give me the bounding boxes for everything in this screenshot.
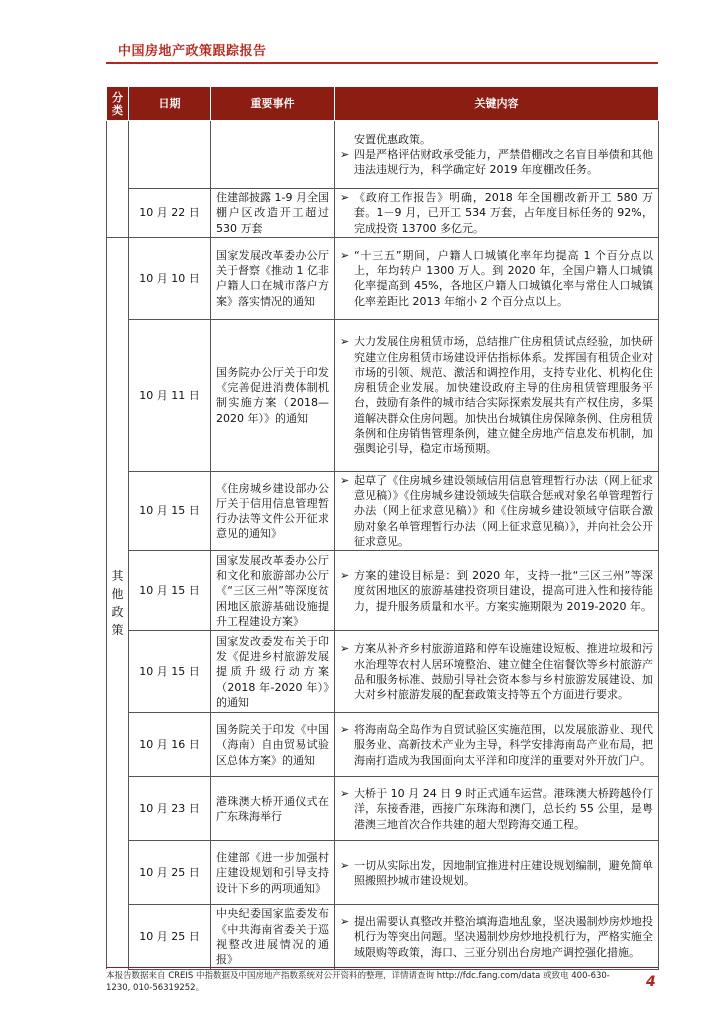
content-cell bbox=[335, 841, 659, 905]
table-row bbox=[107, 319, 659, 471]
content-bullet bbox=[340, 914, 653, 960]
header-date: 日期 bbox=[129, 87, 211, 121]
date-cell: 10 月 16 日 bbox=[129, 713, 211, 777]
date-cell: 10 月 23 日 bbox=[129, 777, 211, 841]
event-cell: 住建部披露 1-9 月全国棚户区改造开工超过 530 万套 bbox=[211, 189, 335, 238]
event-cell: 中央纪委国家监委发布《中共海南省委关于巡视整改进展情况的通报》 bbox=[211, 905, 335, 969]
date-cell: 10 月 11 日 bbox=[129, 319, 211, 471]
event-cell bbox=[211, 121, 335, 189]
content-bullet bbox=[340, 147, 653, 178]
table-row bbox=[107, 631, 659, 713]
content-bullet bbox=[340, 334, 653, 456]
arrow-bullet-icon: ➢ bbox=[340, 915, 350, 929]
content-text: 将海南岛全岛作为自贸试验区实施范围，以发展旅游业、现代服务业、高新技术产业为主导，科学安排海南岛产业布局，把海南打造成为我国面向太平洋和印度洋的重要对外开放门户。 bbox=[354, 722, 653, 767]
table-row bbox=[107, 777, 659, 841]
table-row bbox=[107, 551, 659, 631]
arrow-bullet-icon: ➢ bbox=[340, 473, 350, 487]
event-cell: 《住房城乡建设部办公厅关于信用信息管理暂行办法等文件公开征求意见的通知》 bbox=[211, 471, 335, 550]
content-bullet bbox=[340, 786, 653, 832]
content-bullet bbox=[340, 722, 653, 768]
header-content: 关键内容 bbox=[335, 87, 659, 121]
content-cell bbox=[335, 471, 659, 550]
content-text: 起草了《住房城乡建设领域信用信息管理暂行办法（网上征求意见稿）》《住房城乡建设领域失信联合惩戒对象名单管理暂行办法（网上征求意见稿）》和《住房城乡建设领域守信联合激励对象名单管理暂行办法（网上征求意见稿）》，并向社会公开征求意见。 bbox=[354, 473, 653, 549]
content-text: 四是严格评估财政承受能力，严禁借棚改之名盲目举债和其他违法违规行为，科学确定好 2019 年度棚改任务。 bbox=[354, 147, 653, 177]
event-cell: 国家发展改革委办公厅关于督察《推动 1 亿非户籍人口在城市落户方案》落实情况的通知 bbox=[211, 237, 335, 319]
content-cell bbox=[335, 189, 659, 238]
header-divider bbox=[106, 62, 658, 64]
content-cell bbox=[335, 121, 659, 189]
footer-divider bbox=[106, 967, 658, 968]
category-cell bbox=[107, 121, 129, 189]
table-row bbox=[107, 841, 659, 905]
event-cell: 港珠澳大桥开通仪式在广东珠海举行 bbox=[211, 777, 335, 841]
content-cell bbox=[335, 713, 659, 777]
date-cell: 10 月 10 日 bbox=[129, 237, 211, 319]
content-bullet bbox=[340, 858, 653, 889]
table-header-row bbox=[107, 87, 659, 121]
table-row bbox=[107, 189, 659, 238]
content-bullet bbox=[340, 248, 653, 309]
event-cell: 国务院关于印发《中国（海南）自由贸易试验区总体方案》的通知 bbox=[211, 713, 335, 777]
arrow-bullet-icon: ➢ bbox=[340, 858, 350, 872]
date-cell: 10 月 15 日 bbox=[129, 471, 211, 550]
content-cell bbox=[335, 319, 659, 471]
content-text: 提出需要认真整改并整治填海造地乱象，坚决遏制炒房炒地投机行为等突出问题。坚决遏制炒房炒地投机行为，严格实施全域限购等政策，海口、三亚分别出台房地产调控强化措施。 bbox=[354, 915, 653, 959]
event-cell: 国务院办公厅关于印发《完善促进消费体制机制实施方案（2018—2020 年）》的通知 bbox=[211, 319, 335, 471]
date-cell: 10 月 15 日 bbox=[129, 631, 211, 713]
event-cell: 住建部《进一步加强村庄建设规划和引导支持设计下乡的两项通知》 bbox=[211, 841, 335, 905]
arrow-bullet-icon: ➢ bbox=[340, 248, 350, 262]
content-cell bbox=[335, 905, 659, 969]
content-text: “十三五”期间，户籍人口城镇化率年均提高 1 个百分点以上，年均转户 1300 万人。到 2020 年，全国户籍人口城镇化率提高到 45%，各地区户籍人口城镇化率与常住人口城镇化率差距比 2013 年缩小 2 个百分点以上。 bbox=[354, 248, 653, 308]
date-cell: 10 月 22 日 bbox=[129, 189, 211, 238]
arrow-bullet-icon: ➢ bbox=[340, 786, 350, 800]
content-cell bbox=[335, 237, 659, 319]
table-row bbox=[107, 121, 659, 189]
date-cell: 10 月 25 日 bbox=[129, 905, 211, 969]
content-bullet bbox=[340, 641, 653, 702]
header-event: 重要事件 bbox=[211, 87, 335, 121]
table-body bbox=[107, 121, 659, 970]
report-title: 中国房地产政策跟踪报告 bbox=[118, 44, 267, 59]
page-number: 4 bbox=[646, 974, 656, 990]
date-cell bbox=[129, 121, 211, 189]
content-text: 方案的建设目标是：到 2020 年，支持一批“三区三州”等深度贫困地区的旅游基建投资项目建设，提高可进入性和接待能力，提升服务质量和水平。方案实施期限为 2019-2020 年。 bbox=[354, 568, 653, 613]
footer-note: 本报告数据来自 CREIS 中指数据及中国房地产指数系统对公开资料的整理，详情请查询 http://fdc.fang.com/data 或致电 400-630-1230, 010-56319252。 bbox=[106, 971, 610, 993]
arrow-bullet-icon: ➢ bbox=[340, 642, 350, 656]
content-cell bbox=[335, 777, 659, 841]
table-row bbox=[107, 471, 659, 550]
table-row bbox=[107, 237, 659, 319]
content-text: 安置优惠政策。 bbox=[354, 132, 431, 146]
content-cell bbox=[335, 631, 659, 713]
arrow-bullet-icon: ➢ bbox=[340, 147, 350, 161]
table-row bbox=[107, 713, 659, 777]
event-cell: 国家发改委发布关于印发《促进乡村旅游发展提质升级行动方案（2018 年-2020 年）》的通知 bbox=[211, 631, 335, 713]
category-other-policy: 其他政策 bbox=[107, 237, 129, 969]
policy-table-container bbox=[106, 86, 658, 970]
arrow-bullet-icon: ➢ bbox=[340, 722, 350, 736]
table-row bbox=[107, 905, 659, 969]
content-cell bbox=[335, 551, 659, 631]
event-cell: 国家发展改革委办公厅和文化和旅游部办公厅《“三区三州”等深度贫困地区旅游基础设施提升工程建设方案》 bbox=[211, 551, 335, 631]
content-bullet bbox=[340, 568, 653, 614]
date-cell: 10 月 25 日 bbox=[129, 841, 211, 905]
content-text: 大力发展住房租赁市场，总结推广住房租赁试点经验，加快研究建立住房租赁市场建设评估指标体系。发挥国有租赁企业对市场的引领、规范、激活和调控作用，支持专业化、机构化住房租赁企业发展。加快建设政府主导的住房租赁管理服务平台，鼓励有条件的城市结合实际探索发展共有产权住房，多渠道解决群众住房问题。加快出台城镇住房保障条例、住房租赁条例和住房销售管理条例，建立健全房地产信息发布机制，加强舆论引导，稳定市场预期。 bbox=[354, 335, 653, 456]
date-cell: 10 月 15 日 bbox=[129, 551, 211, 631]
content-bullet bbox=[340, 190, 653, 236]
header-category: 分类 bbox=[107, 87, 129, 121]
arrow-bullet-icon: ➢ bbox=[340, 191, 350, 204]
content-text: 《政府工作报告》明确，2018 年全国棚改新开工 580 万套。1－9 月，已开工 534 万套，占年度目标任务的 92%，完成投资 13700 多亿元。 bbox=[354, 191, 653, 235]
arrow-bullet-icon: ➢ bbox=[340, 335, 350, 349]
content-text: 大桥于 10 月 24 日 9 时正式通车运营。港珠澳大桥跨越伶仃洋，东接香港，西接广东珠海和澳门，总长约 55 公里，是粤港澳三地首次合作共建的超大型跨海交通工程。 bbox=[354, 786, 653, 831]
content-bullet bbox=[340, 473, 653, 549]
content-text: 方案从补齐乡村旅游道路和停车设施建设短板、推进垃圾和污水治理等农村人居环境整治、建立健全住宿餐饮等乡村旅游产品和服务标准、鼓励引导社会资本参与乡村旅游发展建设、加大对乡村旅游发展的配套政策支持等五个方面进行要求。 bbox=[354, 642, 653, 702]
arrow-bullet-icon: ➢ bbox=[340, 568, 350, 582]
category-cell bbox=[107, 189, 129, 238]
policy-table bbox=[106, 86, 659, 970]
content-text: 一切从实际出发，因地制宜推进村庄建设规划编制，避免简单照搬照抄城市建设规划。 bbox=[354, 858, 653, 887]
